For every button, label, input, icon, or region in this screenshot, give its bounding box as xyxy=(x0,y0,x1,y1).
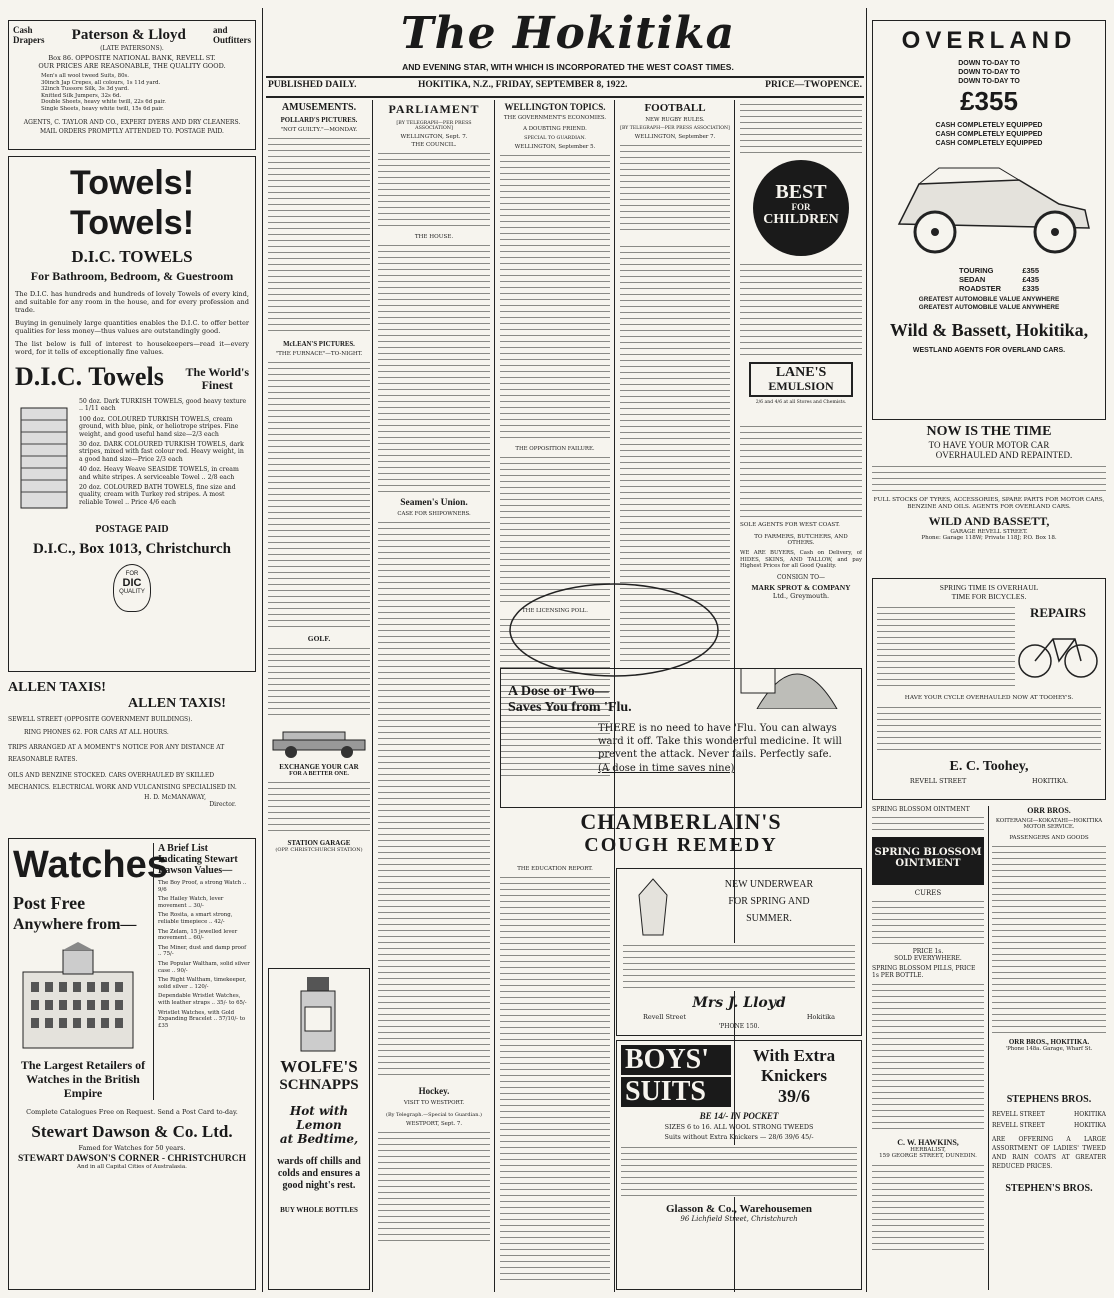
parliament-council: THE COUNCIL. xyxy=(411,142,457,148)
paterson-left-top: Cash xyxy=(13,25,33,35)
paterson-items xyxy=(41,73,251,113)
overland-l3: DOWN TO-DAY TO xyxy=(958,78,1020,85)
boys-be: BE 14/- IN POCKET xyxy=(699,1111,779,1121)
orr-name2: ORR BROS., HOKITIKA. xyxy=(1008,1037,1090,1046)
orr-name: ORR BROS. xyxy=(1027,806,1071,815)
paterson-name: Paterson & Lloyd xyxy=(71,26,186,43)
blossom-banner xyxy=(872,837,984,885)
masthead-title: The Hokitika xyxy=(400,8,736,59)
ad-boys-suits xyxy=(616,1040,862,1290)
lanes-logo xyxy=(749,362,853,397)
article-text xyxy=(378,520,490,1080)
chamberlain-dose: A Dose or Two— xyxy=(508,684,609,699)
now-name: WILD AND BASSETT, xyxy=(928,514,1050,528)
overland-brand: OVERLAND xyxy=(901,27,1077,54)
article-text xyxy=(500,875,610,1285)
lloyd-h3: SUMMER. xyxy=(746,913,792,924)
lanes-best: BEST xyxy=(775,181,827,203)
paterson-item: Double Sheets, heavy white twill, 22s 6d pair. xyxy=(41,99,166,106)
seamen-head: Seamen's Union. xyxy=(400,498,468,508)
ad-overland xyxy=(872,20,1106,420)
boys-price: 39/6 xyxy=(777,1085,810,1106)
masthead-subtitle: AND EVENING STAR, WITH WHICH IS INCORPORATED THE WEST COAST TIMES. xyxy=(402,62,734,72)
ad-toohey xyxy=(872,578,1106,800)
towels-body3: The list below is full of interest to housekeepers—read it—every word, for it tells of exceptionally fine values. xyxy=(15,340,249,356)
overland-price: £355 xyxy=(960,86,1018,116)
paterson-sub: (LATE PATERSONS). xyxy=(100,45,164,52)
watches-anywhere: Anywhere from— xyxy=(13,916,137,933)
article-text xyxy=(740,102,862,158)
overland-greatest1: GREATEST AUTOMOBILE VALUE ANYWHERE xyxy=(918,296,1060,303)
chamberlain-circle xyxy=(504,580,724,680)
allen-l1: SEWELL STREET (OPPOSITE GOVERNMENT BUILDINGS). xyxy=(8,716,193,723)
now-h1: NOW IS THE TIME xyxy=(926,424,1052,439)
ad-now-is-time xyxy=(872,424,1106,574)
stephens-town: HOKITIKA xyxy=(1074,1111,1106,1118)
article-text xyxy=(877,605,1015,691)
stephens-street: REVELL STREET xyxy=(992,1122,1045,1129)
dateline-price: PRICE—TWOPENCE. xyxy=(765,80,862,90)
article-text xyxy=(877,705,1101,755)
chamberlain-brand1: CHAMBERLAIN'S xyxy=(580,810,782,834)
now-garage: GARAGE REVELL STREET. xyxy=(950,529,1028,535)
lanes-for: FOR xyxy=(791,202,811,212)
orr-line: KOITERANGI—KOKATAHI—HOKITIKA MOTOR SERVICE. xyxy=(995,818,1103,831)
watches-famed: Famed for Watches for 50 years. xyxy=(78,1144,186,1152)
mark-agent: SOLE AGENTS FOR WEST COAST. xyxy=(740,522,840,528)
paterson-item: Knitted Silk Jumpers, 32s 6d. xyxy=(41,92,122,99)
chamberlain-time: (A dose in time saves nine) xyxy=(598,763,735,774)
article-text xyxy=(872,899,984,945)
article-text xyxy=(378,1130,490,1246)
mark-place: Ltd., Greymouth. xyxy=(772,591,830,600)
stephens-offer: ARE OFFERING A LARGE ASSORTMENT OF LADIES' TWEED AND RAIN COATS AT GREATER REDUCED PRICES. xyxy=(992,1136,1106,1170)
article-text xyxy=(872,815,984,835)
circle-frame xyxy=(504,580,724,680)
toohey-repairs: REPAIRS xyxy=(1029,605,1087,620)
parliament-head: PARLIAMENT xyxy=(388,102,480,116)
pollards-sub: "NOT GUILTY."—MONDAY. xyxy=(280,127,358,133)
overland-agents: WESTLAND AGENTS FOR OVERLAND CARS. xyxy=(912,347,1066,354)
towels-finest: Finest xyxy=(201,378,233,392)
boys-with: With Extra xyxy=(752,1045,836,1065)
mcleans-head: McLEAN'S PICTURES. xyxy=(283,341,355,348)
watches-list-item: Wristlet Watches, with Gold Expanding Bracelet .. 57/10/- to £35 xyxy=(158,1009,246,1029)
chamberlain-text xyxy=(504,680,860,806)
towels-item: 100 doz. COLOURED TURKISH TOWELS, cream ground, with blue, pink, or heliotrope stripes. Fine weight, and good useful hand size—2/3 each xyxy=(79,415,239,438)
blossom-pills: SPRING BLOSSOM PILLS, PRICE 1s PER BOTTLE. xyxy=(872,965,976,979)
towels-item: 20 doz. COLOURED BATH TOWELS, fine size and quality, cream with Turkey red stripes. A most reliable Towel .. Price 4/6 each xyxy=(79,484,236,506)
dateline xyxy=(268,80,862,94)
overland-model-name: ROADSTER xyxy=(959,284,1002,293)
football-head: FOOTBALL xyxy=(644,102,706,114)
wellington-dateline: WELLINGTON, September 5. xyxy=(514,144,596,150)
towels-address: D.I.C., Box 1013, Christchurch xyxy=(32,541,232,557)
ad-wolfes-schnapps xyxy=(268,968,370,1290)
lanes-product: EMULSION xyxy=(768,379,834,393)
overland-greatest2: GREATEST AUTOMOBILE VALUE ANYWHERE xyxy=(918,304,1060,311)
article-text xyxy=(872,982,984,1132)
parliament-press: [BY TELEGRAPH—PER PRESS ASSOCIATION] xyxy=(396,121,472,131)
lloyd-h2: FOR SPRING AND xyxy=(728,896,810,907)
column-football xyxy=(620,102,730,242)
overland-models xyxy=(959,266,1099,293)
column-education xyxy=(500,866,610,1286)
orr-pass: PASSENGERS AND GOODS xyxy=(1009,834,1089,841)
now-small: FULL STOCKS OF TYRES, ACCESSORIES, SPARE PARTS FOR MOTOR CARS, BENZINE AND OILS. AGENTS FOR OVERLAND CARS. xyxy=(873,497,1105,510)
paterson-item: Single Sheets, heavy white twill, 15s 6d pair. xyxy=(41,105,164,112)
licensing-head: THE LICENSING POLL. xyxy=(522,608,588,614)
allen-role: Director. xyxy=(209,801,236,808)
football-sub: NEW RUGBY RULES. xyxy=(645,117,705,123)
station-garage-addr: (OPP. CHRISTCHURCH STATION) xyxy=(275,847,363,853)
ad-mrs-lloyd xyxy=(616,868,862,1036)
overland-model-price: £355 xyxy=(1022,266,1039,275)
article-text xyxy=(872,464,1106,494)
towels-body1: The D.I.C. has hundreds and hundreds of lovely Towels of every kind, and suitable for any room in the house, and for every profession and trade. xyxy=(15,290,249,314)
watches-catalogue: Complete Catalogues Free on Request. Send a Post Card to-day. xyxy=(26,1108,238,1116)
now-h3: OVERHAULED AND REPAINTED. xyxy=(935,450,1073,460)
ad-stephens-bros xyxy=(992,1094,1106,1290)
mark-to: TO FARMERS, BUTCHERS, AND OTHERS. xyxy=(754,534,848,546)
overland-l1: DOWN TO-DAY TO xyxy=(958,60,1020,67)
watches-cities: And in all Capital Cities of Australasia. xyxy=(77,1164,187,1170)
lanes-children: CHILDREN xyxy=(763,212,839,227)
watches-post: Post Free xyxy=(13,893,86,913)
hockey-date: WESTPORT, Sept. 7. xyxy=(405,1121,463,1127)
mcleans-sub: "THE FURNACE"—TO-NIGHT. xyxy=(275,351,363,357)
boys-boys: BOYS' xyxy=(621,1045,731,1075)
exchange-head: EXCHANGE YOUR CAR xyxy=(279,763,359,771)
mark-consign: CONSIGN TO— xyxy=(776,573,826,581)
allen-l4: OILS AND BENZINE STOCKED. CARS OVERHAULED BY SKILLED MECHANICS. ELECTRICAL WORK AND VULCANISING SPECIALISED IN. xyxy=(8,772,237,791)
bottle-illustration xyxy=(273,973,365,1053)
article-text xyxy=(268,136,370,336)
allen-l2: RING PHONES 62. FOR CARS AT ALL HOURS. xyxy=(24,729,169,736)
blossom-price: PRICE 1s. xyxy=(912,948,944,955)
ad-lanes-emulsion xyxy=(740,160,862,420)
chamberlain-brand xyxy=(500,810,862,864)
overland-model-name: TOURING xyxy=(959,266,994,275)
dateline-date: HOKITIKA, N.Z., FRIDAY, SEPTEMBER 8, 1922. xyxy=(418,80,628,90)
overland-c1: CASH COMPLETELY EQUIPPED xyxy=(935,122,1043,129)
stephens-name2: STEPHEN'S BROS. xyxy=(1005,1183,1093,1194)
wolfes-l1: Hot with Lemon xyxy=(289,1104,349,1132)
bicycle-illustration xyxy=(1015,621,1101,683)
golf-head: GOLF. xyxy=(307,634,331,643)
lanes-brand: LANE'S xyxy=(775,365,827,380)
lloyd-phone: 'PHONE 150. xyxy=(718,1023,760,1030)
watches-list-item: The Right Waltham, timekeeper, solid silver .. 120/- xyxy=(158,977,247,990)
paterson-item: Men's all wool tweed Suits, 80s. xyxy=(41,73,129,79)
overland-dealer: Wild & Bassett, Hokitika, xyxy=(889,320,1089,340)
toohey-h2: TIME FOR BICYCLES. xyxy=(951,592,1027,601)
toohey-mid: HAVE YOUR CYCLE OVERHAULED NOW AT TOOHEY'S. xyxy=(904,695,1074,701)
watches-corner: STEWART DAWSON'S CORNER - CHRISTCHURCH xyxy=(17,1154,247,1164)
towels-sub2: For Bathroom, Bedroom, & Guestroom xyxy=(30,269,234,283)
overland-c3: CASH COMPLETELY EQUIPPED xyxy=(935,140,1043,147)
overland-model-name: SEDAN xyxy=(959,275,986,284)
paterson-right-bottom: Outfitters xyxy=(212,35,251,45)
watches-list-item: The Popular Waltham, solid silver case .. 90/- xyxy=(158,960,250,974)
blossom-herbalist: C. W. HAWKINS, xyxy=(897,1138,959,1147)
stephens-name: STEPHENS BROS. xyxy=(1006,1094,1092,1105)
ad-allen-taxis xyxy=(8,680,256,830)
towel-stack-icon xyxy=(15,398,75,518)
mark-name: MARK SPROT & COMPANY xyxy=(751,582,851,592)
amusements-head: AMUSEMENTS. xyxy=(281,102,357,113)
now-h2: TO HAVE YOUR MOTOR CAR xyxy=(928,440,1050,450)
lloyd-h1: NEW UNDERWEAR xyxy=(724,879,814,890)
blossom-sold: SOLD EVERYWHERE. xyxy=(894,955,962,962)
article-text xyxy=(268,360,370,628)
paterson-tagline: OUR PRICES ARE REASONABLE, THE QUALITY GOOD. xyxy=(38,62,226,70)
ad-mark-sprot xyxy=(740,522,862,646)
blossom-herb3: 159 GEORGE STREET, DUNEDIN. xyxy=(879,1153,977,1159)
wolfes-l3: wards off chills and colds and ensures a good night's rest. xyxy=(277,1156,361,1191)
article-text xyxy=(268,780,370,836)
article-text xyxy=(500,153,610,443)
toohey-town: HOKITIKA. xyxy=(1032,777,1069,785)
article-text xyxy=(992,844,1106,1034)
dic-logo-top: FOR xyxy=(125,571,139,577)
boys-suits: SUITS xyxy=(621,1077,731,1107)
article-text xyxy=(378,243,490,493)
lanes-note: 2/6 and 4/6 at all Stores and Chemists. xyxy=(755,400,847,405)
blossom-herb2: HERBALIST, xyxy=(910,1147,946,1153)
paterson-right-top: and xyxy=(212,25,228,35)
watches-retailers: The Largest Retailers of Watches in the British Empire xyxy=(20,1058,146,1100)
stephens-street: REVELL STREET xyxy=(992,1111,1045,1118)
towels-postage: POSTAGE PAID xyxy=(95,524,169,535)
watches-list-item: The Rosita, a smart strong, reliable timepiece .. 42/- xyxy=(158,912,233,925)
overland-l2: DOWN TO-DAY TO xyxy=(958,69,1020,76)
wellington-sub2: A DOUBTING FRIEND. xyxy=(523,126,587,132)
towels-worlds: The World's xyxy=(185,365,249,379)
ad-dic-towels xyxy=(8,156,256,672)
lloyd-street: Revell Street xyxy=(643,1013,686,1021)
boys-brand: Glasson & Co., Warehousemen xyxy=(666,1203,812,1215)
towels-body2: Buying in genuinely large quantities enables the D.I.C. to offer better qualities for less money—thus values are outstandingly good. xyxy=(15,319,249,335)
towels-item: 30 doz. DARK COLOURED TURKISH TOWELS, dark stripes, mixed with fast colour red. Heavy weight, in a good hand size—Price 2/3 each xyxy=(79,441,244,463)
ad-stewart-dawson xyxy=(8,838,256,1290)
hockey-head: Hockey. xyxy=(418,1086,450,1096)
building-illustration xyxy=(13,942,143,1052)
toohey-street: REVELL STREET xyxy=(909,777,967,785)
towels-sub1: D.I.C. TOWELS xyxy=(71,247,193,266)
article-text xyxy=(620,143,730,233)
allen-title1: ALLEN TAXIS! xyxy=(8,680,106,695)
toohey-h1: SPRING TIME IS OVERHAUL xyxy=(939,583,1039,592)
paterson-agents: AGENTS, C. TAYLOR AND CO., EXPERT DYERS AND DRY CLEANERS. xyxy=(23,118,241,126)
watches-list-item: The Miner, dust and damp proof .. 75/- xyxy=(158,944,247,958)
wellington-special: SPECIAL TO GUARDIAN. xyxy=(524,136,586,141)
lloyd-town: Hokitika xyxy=(806,1013,835,1021)
ad-orr-bros xyxy=(992,806,1106,1076)
now-phone: Phone: Garage 118W; Private 118J; P.O. Box 18. xyxy=(921,535,1057,541)
towels-item: 40 doz. Heavy Weave SEASIDE TOWELS, in cream and white stripes. A serviceable Towel .. 2/8 each xyxy=(79,466,239,481)
article-text xyxy=(872,1163,984,1255)
parliament-house: THE HOUSE. xyxy=(414,234,454,240)
seamen-sub: CASE FOR SHIPOWNERS. xyxy=(397,511,471,517)
lingerie-illustration xyxy=(623,875,683,939)
hockey-sub: VISIT TO WESTPORT. xyxy=(403,1100,465,1106)
dic-logo-mid: DIC xyxy=(122,577,142,589)
column-parliament xyxy=(378,102,490,1292)
allen-l3: TRIPS ARRANGED AT A MOMENT'S NOTICE FOR ANY DISTANCE AT REASONABLE RATES. xyxy=(8,744,225,763)
pollards-head: POLLARD'S PICTURES. xyxy=(280,117,358,124)
allen-title2: ALLEN TAXIS! xyxy=(128,696,226,711)
paterson-item: 30inch Jap Crepes, all colours, 1s 11d yard. xyxy=(41,79,161,86)
station-garage: STATION GARAGE xyxy=(287,839,351,847)
paterson-box: Box 86. OPPOSITE NATIONAL BANK, REVELL ST. xyxy=(48,54,216,62)
wolfes-product: SCHNAPPS xyxy=(279,1077,359,1093)
football-press: [BY TELEGRAPH—PER PRESS ASSOCIATION] xyxy=(620,126,730,131)
article-text xyxy=(740,262,862,358)
wolfes-l2: at Bedtime, xyxy=(279,1132,359,1146)
wellington-head: WELLINGTON TOPICS. xyxy=(504,102,606,112)
parliament-dateline: WELLINGTON, Sept. 7. xyxy=(400,134,468,140)
overland-model-price: £335 xyxy=(1022,284,1039,293)
allen-sign: H. D. McMANAWAY, xyxy=(144,794,206,801)
lloyd-name: Mrs J. Lloyd xyxy=(692,995,786,1011)
dateline-left: PUBLISHED DAILY. xyxy=(268,80,357,90)
boys-prices: Suits without Extra Knickers — 28/6 39/6 45/- xyxy=(664,1133,814,1141)
watches-brand: Stewart Dawson & Co. Ltd. xyxy=(31,1122,233,1141)
blossom-banner-text: SPRING BLOSSOM OINTMENT xyxy=(874,847,982,869)
toohey-name: E. C. Toohey, xyxy=(949,759,1029,774)
dic-logo xyxy=(113,564,151,612)
article-text xyxy=(740,424,862,520)
article-text xyxy=(621,1145,857,1197)
wellington-sub: THE GOVERNMENT'S ECONOMIES. xyxy=(503,115,607,121)
wolfes-buy: BUY WHOLE BOTTLES xyxy=(280,1206,358,1214)
watches-list-item: The Hailey Watch, lever movement .. 30/- xyxy=(158,896,224,909)
overland-model-price: £435 xyxy=(1022,275,1039,284)
ad-spring-blossom xyxy=(872,806,984,1290)
stephens-town: HOKITIKA xyxy=(1074,1122,1106,1129)
best-for-children-badge xyxy=(753,160,849,256)
dic-logo-bot: QUALITY xyxy=(119,589,145,595)
watches-headline: Watches xyxy=(13,844,168,886)
football-dateline: WELLINGTON, September 7. xyxy=(634,134,716,140)
mark-buy: WE ARE BUYERS, Cash on Delivery, of HIDES, SKINS, AND TALLOW, and pay Highest Prices for all Good Quality. xyxy=(740,550,862,570)
towels-item: 50 doz. Dark TURKISH TOWELS, good heavy texture .. 1/11 each xyxy=(79,398,247,413)
watches-list-item: The Boy Proof, a strong Watch .. 9/6 xyxy=(158,880,247,893)
boys-sizes: SIZES 6 to 16. ALL WOOL STRONG TWEEDS xyxy=(664,1123,814,1131)
chamberlain-brand2: COUGH REMEDY xyxy=(584,834,778,856)
watches-list-item: The Zelam, 15 jewelled lever movement .. 60/- xyxy=(158,928,238,942)
paterson-item: 32inch Tussore Silk, 3s 3d yard. xyxy=(41,86,129,93)
article-text xyxy=(623,943,855,991)
article-text xyxy=(378,151,490,231)
overland-c2: CASH COMPLETELY EQUIPPED xyxy=(935,131,1043,138)
blossom-h1: SPRING BLOSSOM OINTMENT xyxy=(872,806,970,813)
towels-headline: Towels! Towels! xyxy=(69,164,195,242)
exchange-sub: FOR A BETTER ONE. xyxy=(289,771,349,777)
paterson-mail: MAIL ORDERS PROMPTLY ATTENDED TO. POSTAGE PAID. xyxy=(40,127,224,135)
chamberlain-saves: Saves You from 'Flu. xyxy=(508,700,632,715)
paterson-left-bottom: Drapers xyxy=(13,35,45,45)
ad-paterson-lloyd xyxy=(8,20,256,150)
blossom-cures: CURES xyxy=(914,889,942,897)
car-illustration xyxy=(269,722,369,760)
boys-knickers: Knickers xyxy=(760,1065,828,1085)
education-head: THE EDUCATION REPORT. xyxy=(517,866,593,872)
hockey-press: (By Telegraph.—Special to Guardian.) xyxy=(386,1112,482,1118)
towels-brand: D.I.C. Towels xyxy=(15,362,164,391)
opposition-head: THE OPPOSITION FAILURE. xyxy=(515,446,595,452)
orr-phone: 'Phone 148a. Garage, Wharf St. xyxy=(1005,1045,1093,1052)
watches-list-item: Dependable Wristlet Watches, with leather straps .. 35/- to 65/- xyxy=(158,993,247,1006)
boys-addr: 96 Lichfield Street, Christchurch xyxy=(680,1215,798,1223)
watches-list-title: A Brief List Indicating Stewart Dawson Values— xyxy=(158,843,238,876)
wolfes-brand: WOLFE'S xyxy=(280,1057,358,1076)
article-text xyxy=(268,646,370,716)
overland-car-illustration xyxy=(879,154,1099,264)
chamberlain-body: THERE is no need to have 'Flu. You can always ward it off. Take this wonderful medicine. It will prevent the attack. Never fails. Perfectly safe. xyxy=(598,723,842,760)
